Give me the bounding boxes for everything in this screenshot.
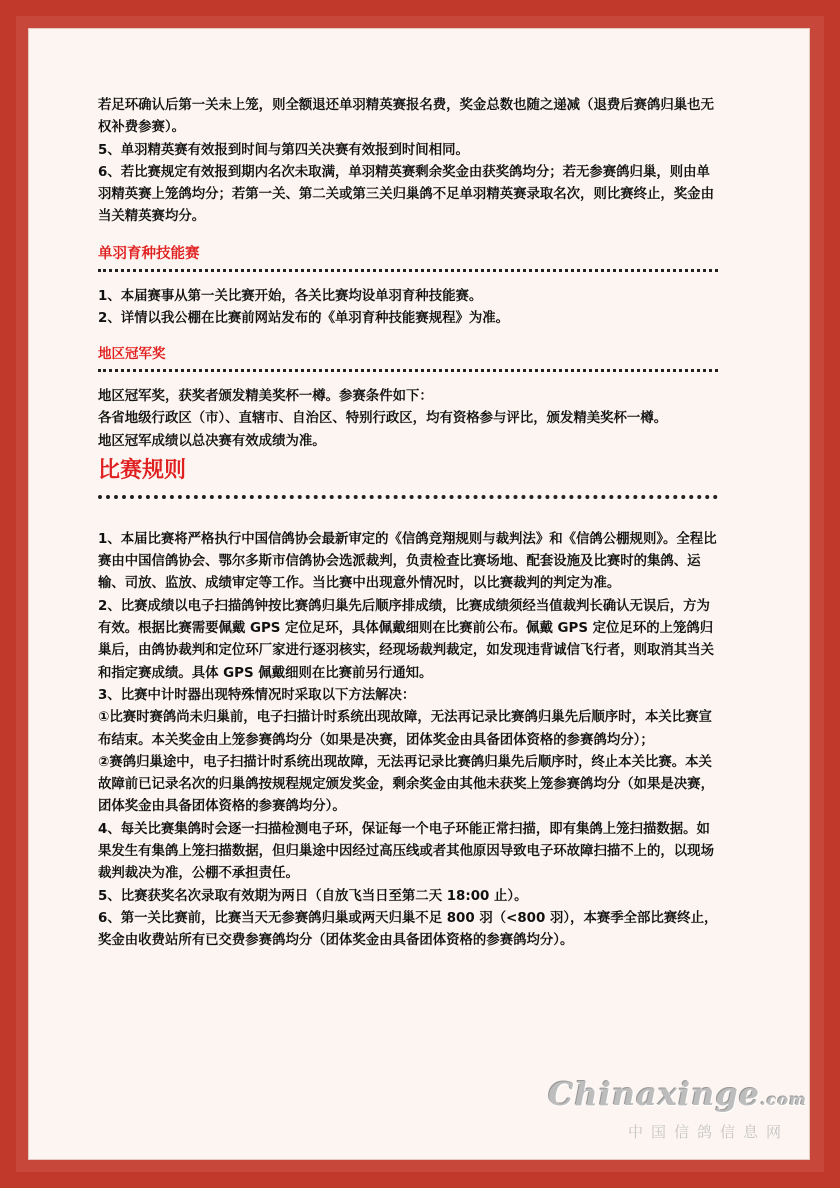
paragraph: 2、详情以我公棚在比赛前网站发布的《单羽育种技能赛规程》为准。 bbox=[98, 311, 510, 327]
paragraph: 3、比赛中计时器出现特殊情况时采取以下方法解决： bbox=[98, 687, 416, 703]
paragraph: 4、每关比赛集鸽时会逐一扫描检测电子环，保证每一个电子环能正常扫描，即有集鸽上笼扫描数据。如果发生有集鸽上笼扫描数据，但归巢途中因经过高压线或者其他原因导致电子环故障扫描不上的，以现场裁判裁决为准，公棚不承担责任。 bbox=[98, 821, 714, 882]
document-content bbox=[98, 95, 718, 953]
paragraph: 地区冠军奖，获奖者颁发精美奖杯一樽。参赛条件如下： bbox=[98, 388, 433, 404]
paragraph: ①比赛时赛鸽尚未归巢前，电子扫描计时系统出现故障，无法再记录比赛鸽归巢先后顺序时，本关比赛宣布结束。本关奖金由上笼参赛鸽均分（如果是决赛，团体奖金由具备团体资格的参赛鸽均分）； bbox=[98, 710, 712, 748]
paragraph: 6、若比赛规定有效报到期内名次未取满，单羽精英赛剩余奖金由获奖鸽均分；若无参赛鸽归巢，则由单羽精英赛上笼鸽均分；若第一关、第二关或第三关归巢鸽不足单羽精英赛录取名次，则比赛终止，奖金由当关精英赛均分。 bbox=[98, 164, 714, 225]
paragraph: 各省地级行政区（市）、直辖市、自治区、特别行政区，均有资格参与评比，颁发精美奖杯一樽。 bbox=[98, 411, 668, 427]
rules-section bbox=[98, 529, 718, 953]
paragraph: 地区冠军成绩以总决赛有效成绩为准。 bbox=[98, 433, 326, 449]
paragraph: ②赛鸽归巢途中，电子扫描计时系统出现故障，无法再记录比赛鸽归巢先后顺序时，终止本关比赛。本关故障前已记录名次的归巢鸽按规程规定颁发奖金，剩余奖金由其他未获奖上笼参赛鸽均分（如果是决赛，团体奖金由具备团体资格的参赛鸽均分）。 bbox=[98, 754, 714, 815]
dotted-divider bbox=[98, 495, 718, 499]
watermark-logo: Chinaxinge.com bbox=[548, 1075, 808, 1113]
regional-section bbox=[98, 386, 718, 453]
top-section bbox=[98, 95, 718, 229]
paragraph: 5、单羽精英赛有效报到时间与第四关决赛有效报到时间相同。 bbox=[98, 142, 469, 158]
section-heading-rules: 比赛规则 bbox=[98, 457, 187, 483]
paragraph: 1、本届比赛将严格执行中国信鸽协会最新审定的《信鸽竞翔规则与裁判法》和《信鸽公棚规则》。全程比赛由中国信鸽协会、鄂尔多斯市信鸽协会选派裁判，负责检查比赛场地、配套设施及比赛时的集鸽、运输、司放、监放、成绩审定等工作。当比赛中出现意外情况时，以比赛裁判的判定为准。 bbox=[98, 531, 717, 592]
breeding-section bbox=[98, 286, 718, 331]
section-heading-regional: 地区冠军奖 bbox=[98, 345, 166, 362]
paragraph: 2、比赛成绩以电子扫描鸽钟按比赛鸽归巢先后顺序排成绩，比赛成绩须经当值裁判长确认无误后，方为有效。根据比赛需要佩戴 GPS 定位足环，具体佩戴细则在比赛前公布。佩戴 GPS 定位足环的上笼鸽归巢后，由鸽协裁判和定位环厂家进行逐羽核实，经现场裁判裁定，如发现违背诚信飞行者，则取消其当关和指定赛成绩。具体 GPS 佩戴细则在比赛前另行通知。 bbox=[98, 598, 714, 681]
dotted-divider bbox=[98, 369, 718, 372]
paragraph: 1、本届赛事从第一关比赛开始，各关比赛均设单羽育种技能赛。 bbox=[98, 289, 483, 305]
dotted-divider bbox=[98, 269, 718, 272]
paragraph: 6、第一关比赛前，比赛当天无参赛鸽归巢或两天归巢不足 800 羽（<800 羽），本赛季全部比赛终止，奖金由收费站所有已交费参赛鸽均分（团体奖金由具备团体资格的参赛鸽均分）。 bbox=[98, 910, 718, 949]
section-heading-breeding: 单羽育种技能赛 bbox=[98, 245, 200, 262]
paragraph: 若足环确认后第一关未上笼，则全额退还单羽精英赛报名费，奖金总数也随之递减（退费后赛鸽归巢也无权补费参赛）。 bbox=[98, 98, 714, 136]
watermark-subtitle: 中国信鸽信息网 bbox=[628, 1123, 790, 1141]
paragraph: 5、比赛获奖名次录取有效期为两日（自放飞当日至第二天 18:00 止）。 bbox=[98, 888, 528, 904]
